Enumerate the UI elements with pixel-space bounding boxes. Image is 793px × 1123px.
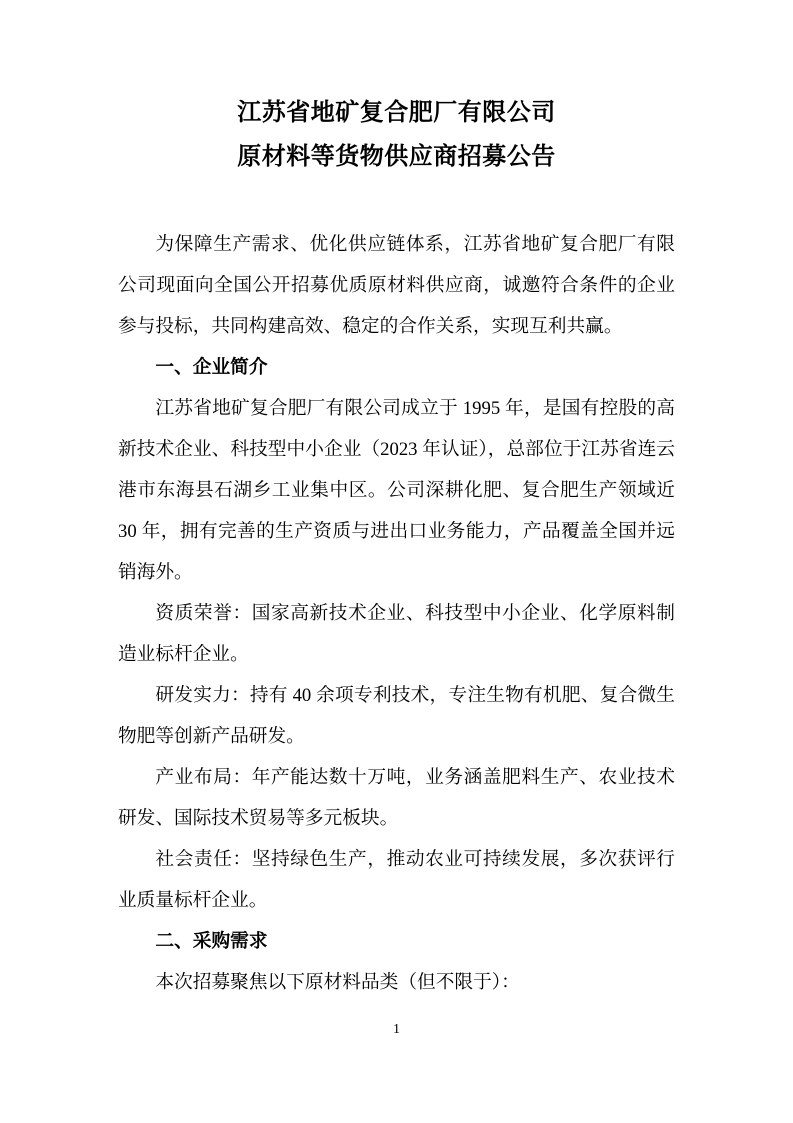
body-paragraph: 本次招募聚焦以下原材料品类（但不限于）： <box>155 972 520 993</box>
document-title <box>0 0 793 179</box>
page-number: 1 <box>393 1022 400 1037</box>
body-paragraph: 社会责任：坚持绿色生产，推动农业可持续发展，多次获评行业质量标杆企业。 <box>118 849 675 911</box>
body-paragraph: 为保障生产需求、优化供应链体系，江苏省地矿复合肥厂有限公司现面向全国公开招募优质原材料供应商，诚邀符合条件的企业参与投标，共同构建高效、稳定的合作关系，实现互利共赢。 <box>118 234 675 337</box>
section-heading: 一、企业简介 <box>155 357 268 378</box>
document-title-line-2: 原材料等货物供应商招募公告 <box>237 144 556 170</box>
body-paragraph: 研发实力：持有 40 余项专利技术，专注生物有机肥、复合微生物肥等创新产品研发。 <box>118 685 675 747</box>
document-body <box>118 224 675 1003</box>
body-paragraph: 产业布局：年产能达数十万吨，业务涵盖肥料生产、农业技术研发、国际技术贸易等多元板块。 <box>118 767 675 829</box>
body-paragraph: 江苏省地矿复合肥厂有限公司成立于 1995 年，是国有控股的高新技术企业、科技型中小企业（2023 年认证），总部位于江苏省连云港市东海县石湖乡工业集中区。公司深耕化肥、复合肥生产领域近 30 年，拥有完善的生产资质与进出口业务能力，产品覆盖全国并远销海外。 <box>118 398 675 583</box>
document-title-line-1: 江苏省地矿复合肥厂有限公司 <box>237 100 556 126</box>
body-paragraph: 资质荣誉：国家高新技术企业、科技型中小企业、化学原料制造业标杆企业。 <box>118 603 675 665</box>
section-heading: 二、采购需求 <box>155 931 268 952</box>
